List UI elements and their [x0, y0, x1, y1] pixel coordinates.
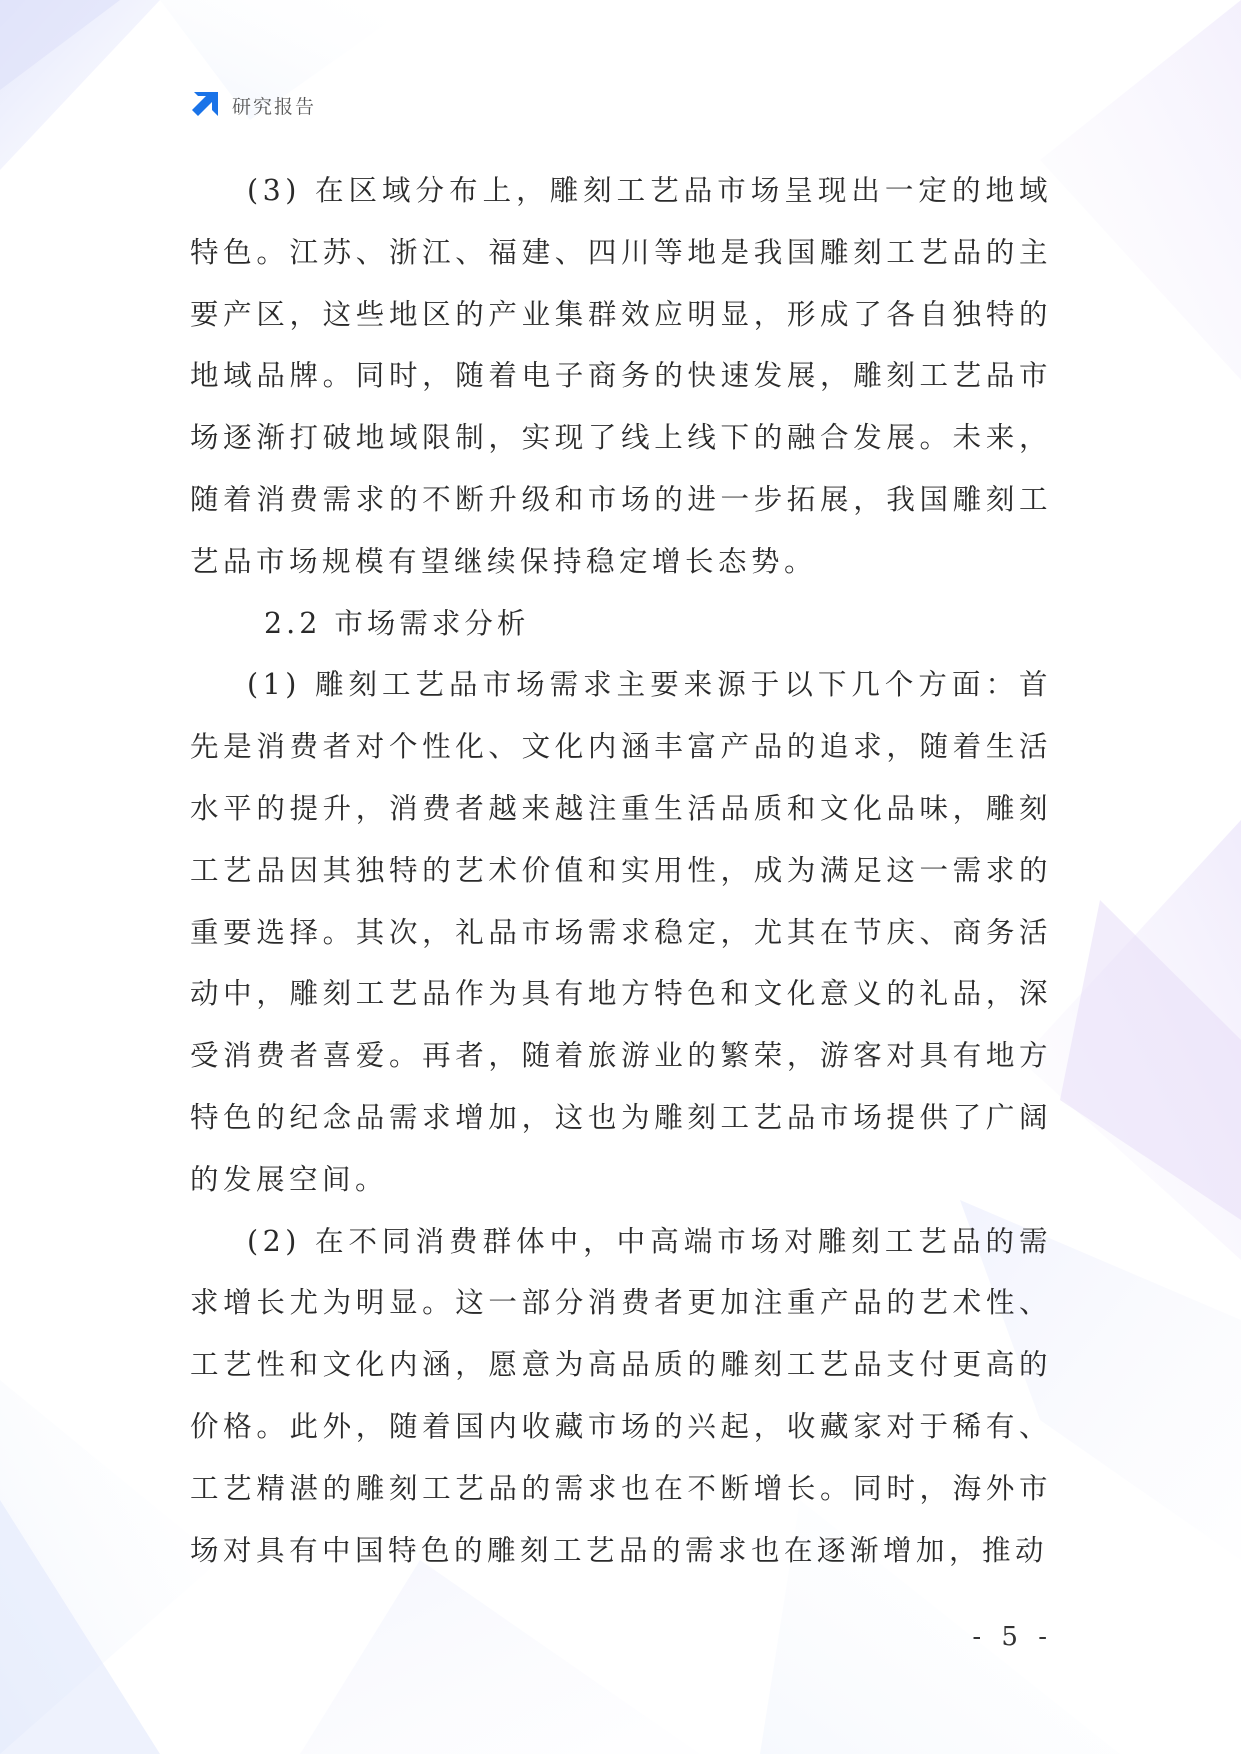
arrow-up-right-icon	[188, 88, 222, 122]
report-header	[188, 88, 316, 122]
section-heading: 2.2 市场需求分析	[264, 606, 530, 640]
document-body	[190, 160, 1052, 1581]
header-title: 研究报告	[232, 95, 317, 118]
paragraph-consumer-groups: (2) 在不同消费群体中，中高端市场对雕刻工艺品的需求增长尤为明显。这一部分消费者更加注重产品的艺术性、工艺性和文化内涵，愿意为高品质的雕刻工艺品支付更高的价格。此外，随着国内收藏市场的兴起，收藏家对于稀有、工艺精湛的雕刻工艺品的需求也在不断增长。同时，海外市场对具有中国特色的雕刻工艺品的需求也在逐渐增加，推动	[190, 1224, 1052, 1567]
paragraph-regional-distribution: (3) 在区域分布上，雕刻工艺品市场呈现出一定的地域特色。江苏、浙江、福建、四川等地是我国雕刻工艺品的主要产区，这些地区的产业集群效应明显，形成了各自独特的地域品牌。同时，随着电子商务的快速发展，雕刻工艺品市场逐渐打破地域限制，实现了线上线下的融合发展。未来，随着消费需求的不断升级和市场的进一步拓展，我国雕刻工艺品市场规模有望继续保持稳定增长态势。	[190, 174, 1052, 578]
paragraph-demand-sources: (1) 雕刻工艺品市场需求主要来源于以下几个方面：首先是消费者对个性化、文化内涵丰富产品的追求，随着生活水平的提升，消费者越来越注重生活品质和文化品味，雕刻工艺品因其独特的艺术价值和实用性，成为满足这一需求的重要选择。其次，礼品市场需求稳定，尤其在节庆、商务活动中，雕刻工艺品作为具有地方特色和文化意义的礼品，深受消费者喜爱。再者，随着旅游业的繁荣，游客对具有地方特色的纪念品需求增加，这也为雕刻工艺品市场提供了广阔的发展空间。	[190, 668, 1052, 1196]
page-number: - 5 -	[972, 1622, 1053, 1652]
